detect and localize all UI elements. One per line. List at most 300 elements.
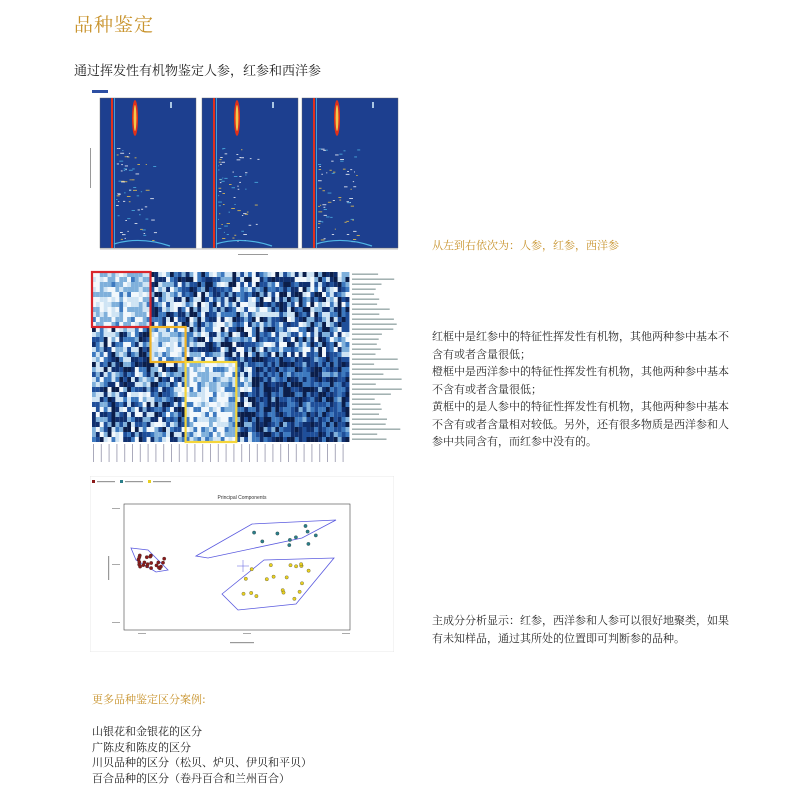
heatmap-cell [201,397,205,402]
heatmap-cell [279,317,283,322]
heatmap-cell [295,437,299,442]
heatmap-cell [154,437,158,442]
heatmap-cell [115,362,119,367]
heatmap-cell [346,392,350,397]
heatmap-cell [143,427,147,432]
heatmap-cell [174,352,178,357]
heatmap-cell [275,362,279,367]
heatmap-cell [310,312,314,317]
heatmap-cell [244,272,248,277]
heatmap-cell [240,352,244,357]
heatmap-cell [174,277,178,282]
signal-spot [138,210,140,211]
heatmap-cell [201,277,205,282]
heatmap-cell [112,347,116,352]
heatmap-cell [283,362,287,367]
heatmap-cell [108,342,112,347]
heatmap-cell [139,422,143,427]
heatmap-cell [127,362,131,367]
heatmap-cell [193,317,197,322]
x-axis-label [230,642,254,643]
heatmap-cell [135,392,139,397]
heatmap-cell [209,397,213,402]
heatmap-cell [178,372,182,377]
heatmap-cell [182,317,186,322]
heatmap-cell [268,407,272,412]
heatmap-cell [252,347,256,352]
heatmap-cell [123,377,127,382]
heatmap-cell [244,392,248,397]
heatmap-cell [217,392,221,397]
heatmap-cell [283,377,287,382]
heatmap-cell [330,422,334,427]
heatmap-cell [119,432,123,437]
heatmap-cell [197,337,201,342]
heatmap-cell [154,382,158,387]
heatmap-cell [283,287,287,292]
heatmap-cell [193,302,197,307]
heatmap-cell [346,307,350,312]
heatmap-cell [209,402,213,407]
heatmap-cell [135,427,139,432]
x-tick-label [342,633,350,634]
heatmap-cell [205,417,209,422]
heatmap-cell [209,422,213,427]
heatmap-cell [271,387,275,392]
heatmap-cell [264,282,268,287]
heatmap-cell [190,427,194,432]
heatmap-cell [318,417,322,422]
signal-spot [117,164,119,165]
heatmap-cell [334,367,338,372]
heatmap-cell [166,292,170,297]
heatmap-cell [303,342,307,347]
heatmap-cell [232,307,236,312]
heatmap-cell [307,387,311,392]
legend-label [125,481,143,482]
heatmap-cell [264,322,268,327]
heatmap-cell [326,347,330,352]
heatmap-cell [232,312,236,317]
heatmap-cell [346,432,350,437]
heatmap-cell [330,392,334,397]
heatmap-cell [139,332,143,337]
heatmap-cell [252,302,256,307]
heatmap-cell [154,347,158,352]
heatmap-cell [248,427,252,432]
heatmap-cell [303,287,307,292]
signal-spot [322,204,326,205]
signal-spot [146,164,147,165]
heatmap-cell [225,397,229,402]
heatmap-cell [209,327,213,332]
heatmap-cells [92,272,349,442]
heatmap-cell [127,302,131,307]
heatmap-cell [166,302,170,307]
heatmap-cell [275,397,279,402]
heatmap-cell [119,422,123,427]
heatmap-cell [291,422,295,427]
heatmap-cell [112,392,116,397]
heatmap-cell [326,427,330,432]
heatmap-cell [115,337,119,342]
heatmap-cell [303,312,307,317]
heatmap-cell [217,402,221,407]
heatmap-cell [314,292,318,297]
heatmap-cell [240,297,244,302]
heatmap-cell [158,302,162,307]
signal-spot [129,190,130,191]
heatmap-cell [92,397,96,402]
heatmap-cell [92,382,96,387]
heatmap-cell [201,417,205,422]
signal-spot [322,222,323,223]
red-box-note: 红框中是红参中的特征性挥发性有机物，其他两种参中基本不含有或者含量很低； [432,330,729,361]
heatmap-cell [260,282,264,287]
column-label [272,444,273,462]
heatmap-cell [166,397,170,402]
heatmap-cell [197,402,201,407]
heatmap-cell [256,342,260,347]
y-tick-label [112,508,120,509]
heatmap-cell [346,272,350,277]
heatmap-cell [256,322,260,327]
heatmap-cell [260,277,264,282]
heatmap-cell [260,312,264,317]
heatmap-cell [166,417,170,422]
heatmap-cell [334,397,338,402]
heatmap-cell [193,407,197,412]
heatmap-cell [127,417,131,422]
heatmap-cell [271,352,275,357]
heatmap-cell [334,432,338,437]
heatmap-cell [279,407,283,412]
heatmap-cell [186,317,190,322]
column-label [187,444,188,462]
heatmap-cell [209,302,213,307]
heatmap-cell [147,402,151,407]
heatmap-cell [178,432,182,437]
heatmap-cell [123,292,127,297]
heatmap-cell [151,422,155,427]
heatmap-cell [256,382,260,387]
heatmap-cell [201,422,205,427]
heatmap-cell [338,422,342,427]
heatmap-cell [174,282,178,287]
heatmap-cell [108,382,112,387]
heatmap-cell [279,327,283,332]
heatmap-cell [217,297,221,302]
heatmap-cell [268,377,272,382]
heatmap-cell [115,417,119,422]
heatmap-cell [346,317,350,322]
heatmap-cell [271,362,275,367]
heatmap-cell [264,302,268,307]
signal-spot [353,231,356,232]
heatmap-cell [287,292,291,297]
heatmap-cell [174,372,178,377]
heatmap-cell [252,322,256,327]
heatmap-cell [295,352,299,357]
row-label [352,379,402,380]
heatmap-cell [96,387,100,392]
signal-spot [136,174,140,175]
heatmap-cell [275,412,279,417]
heatmap-cell [252,407,256,412]
heatmap-cell [209,417,213,422]
heatmap-cell [307,277,311,282]
heatmap-cell [96,332,100,337]
heatmap-cell [268,362,272,367]
heatmap-cell [100,422,104,427]
heatmap-cell [162,287,166,292]
heatmap-cell [221,367,225,372]
heatmap-cell [135,407,139,412]
heatmap-cell [201,352,205,357]
heatmap-cell [162,347,166,352]
heatmap-cell [186,297,190,302]
heatmap-cell [193,372,197,377]
heatmap-cell [209,387,213,392]
heatmap-cell [108,412,112,417]
heatmap-cell [338,417,342,422]
heatmap-cell [209,342,213,347]
legend-swatch [120,480,123,483]
heatmap-cell [271,307,275,312]
signal-spot [324,215,327,216]
heatmap-cell [225,332,229,337]
heatmap-cell [310,347,314,352]
heatmap-cell [334,347,338,352]
heatmap-cell [338,357,342,362]
heatmap-cell [100,397,104,402]
heatmap-cell [260,357,264,362]
heatmap-cell [303,412,307,417]
heatmap-cell [229,337,233,342]
heatmap-cell [127,377,131,382]
heatmap-cell [115,412,119,417]
heatmap-cell [303,347,307,352]
column-label [304,444,305,462]
heatmap-cell [92,432,96,437]
heatmap-cell [119,437,123,442]
signal-spot [357,150,360,151]
heatmap-cell [201,282,205,287]
heatmap-cell [303,307,307,312]
teal-cluster-point [294,536,297,539]
heatmap-cell [166,372,170,377]
heatmap-cell [174,347,178,352]
heatmap-cell [131,287,135,292]
heatmap-cell [256,427,260,432]
heatmap-cell [205,342,209,347]
yellow-cluster-point [282,591,285,594]
heatmap-cell [190,297,194,302]
heatmap-cell [108,287,112,292]
heatmap-cell [158,427,162,432]
heatmap-cell [240,317,244,322]
heatmap-cell [283,422,287,427]
heatmap-cell [108,397,112,402]
heatmap-cell [104,302,108,307]
heatmap-cell [330,307,334,312]
heatmap-cell [131,402,135,407]
heatmap-cell [123,342,127,347]
heatmap-cell [112,422,116,427]
heatmap-cell [256,387,260,392]
heatmap-cell [123,367,127,372]
heatmap-cell [299,427,303,432]
heatmap-cell [100,372,104,377]
heatmap-cell [162,387,166,392]
heatmap-cell [291,437,295,442]
column-label [155,444,156,462]
heatmap-cell [217,332,221,337]
signal-spot [125,220,127,221]
heatmap-cell [201,432,205,437]
heatmap-cell [115,392,119,397]
heatmap-cell [209,382,213,387]
heatmap-cell [326,282,330,287]
signal-spot [331,161,333,162]
heatmap-cell [104,282,108,287]
heatmap-cell [119,282,123,287]
column-label [210,444,211,462]
signal-spot [141,191,142,192]
heatmap-cell [279,287,283,292]
heatmap-cell [248,287,252,292]
heatmap-cell [275,402,279,407]
heatmap-cell [248,317,252,322]
heatmap-cell [112,437,116,442]
heatmap-cell [178,387,182,392]
heatmap-cell [190,387,194,392]
heatmap-cell [318,307,322,312]
heatmap-cell [260,427,264,432]
heatmap-cell [135,337,139,342]
heatmap-cell [151,412,155,417]
signal-spot [338,197,341,198]
heatmap-cell [100,337,104,342]
heatmap-cell [248,322,252,327]
heatmap-cell [229,407,233,412]
row-label [352,354,376,355]
heatmap-cell [307,332,311,337]
heatmap-cell [303,277,307,282]
heatmap-cell [342,322,346,327]
heatmap-cell [299,367,303,372]
heatmap-cell [193,277,197,282]
signal-spot [319,166,321,167]
heatmap-cell [229,282,233,287]
heatmap-cell [307,367,311,372]
heatmap-cell [139,407,143,412]
heatmap-cell [232,277,236,282]
heatmap-cell [217,307,221,312]
heatmap-cell [334,322,338,327]
heatmap-cell [162,427,166,432]
signal-spot [328,193,332,194]
heatmap-cell [127,392,131,397]
heatmap-cell [275,317,279,322]
heatmap-cell [271,302,275,307]
heatmap-cell [232,297,236,302]
heatmap-cell [283,327,287,332]
heatmap-cell [295,357,299,362]
heatmap-cell [154,307,158,312]
heatmap-cell [338,352,342,357]
heatmap-cell [310,412,314,417]
heatmap-cell [190,397,194,402]
heatmap-cell [264,417,268,422]
heatmap-cell [112,357,116,362]
heatmap-cell [291,427,295,432]
heatmap-cell [123,357,127,362]
heatmap-cell [322,372,326,377]
heatmap-cell [318,432,322,437]
heatmap-cell [314,322,318,327]
column-label [194,444,195,462]
heatmap-cell [330,312,334,317]
heatmap-cell [291,367,295,372]
heatmap-cell [256,317,260,322]
heatmap-cell [135,352,139,357]
heatmap-cell [151,427,155,432]
signal-spot [242,215,243,216]
heatmap-cell [112,302,116,307]
heatmap-cell [299,377,303,382]
signal-spot [221,181,224,182]
heatmap-cell [240,417,244,422]
heatmap-cell [268,272,272,277]
heatmap-cell [256,357,260,362]
heatmap-cell [268,342,272,347]
heatmap-cell [271,392,275,397]
heatmap-cell [299,437,303,442]
heatmap-cell [303,397,307,402]
more-cases-list [92,724,312,786]
heatmap-cell [135,377,139,382]
heatmap-cell [326,297,330,302]
signal-spot [328,202,332,203]
heatmap-cell [244,337,248,342]
heatmap-cell [279,337,283,342]
heatmap-cell [303,432,307,437]
heatmap-cell [330,292,334,297]
heatmap-cell [295,332,299,337]
heatmap-cell [330,357,334,362]
heatmap-cell [115,302,119,307]
x-tick-label [138,633,146,634]
row-label [352,334,382,335]
heatmap-cell [143,287,147,292]
signal-spot [144,233,146,234]
heatmap-cell [326,422,330,427]
heatmap-cell [108,347,112,352]
heatmap-cell [244,332,248,337]
heatmap-cell [303,292,307,297]
heatmap-cell [217,352,221,357]
heatmap-cell [318,312,322,317]
heatmap-cell [338,367,342,372]
heatmap-cell [287,317,291,322]
signal-spot [125,169,126,170]
heatmap-cell [338,327,342,332]
heatmap-cell [295,347,299,352]
heatmap-cell [338,282,342,287]
signal-spot [335,229,336,230]
heatmap-cell [123,427,127,432]
